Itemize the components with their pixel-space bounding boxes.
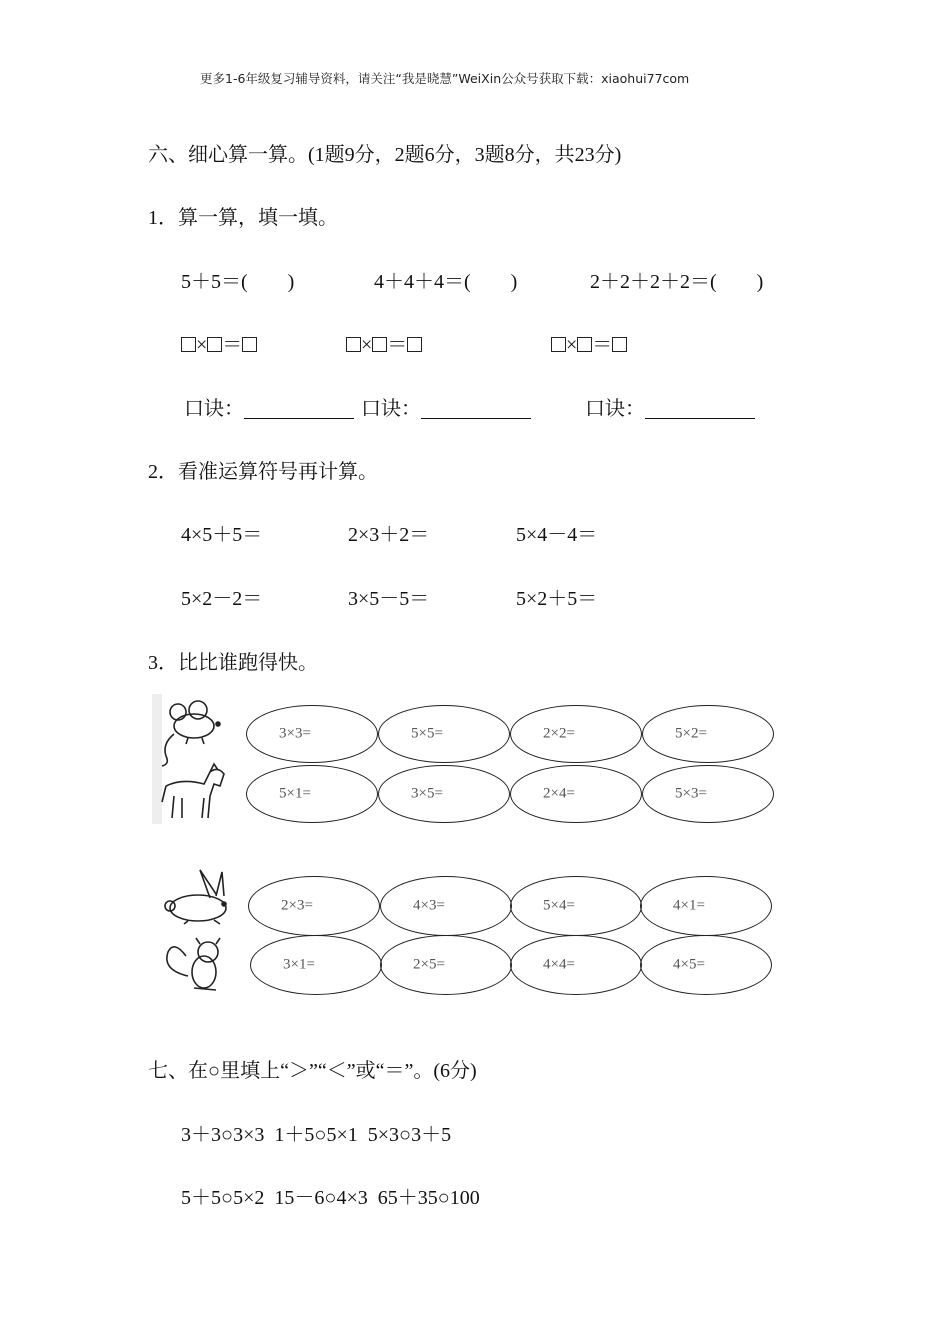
race-oval: [642, 705, 774, 763]
race-expr: 5×5=: [411, 725, 443, 742]
q1-box-equation-1: [181, 328, 257, 357]
eq-sign: ＝: [222, 334, 243, 356]
race-oval: [248, 876, 380, 936]
section7-row-1: 3＋3○3×3 1＋5○5×1 5×3○3＋5: [181, 1124, 452, 1146]
q1-box-equation-2: [346, 328, 422, 357]
answer-box[interactable]: [181, 337, 196, 352]
scan-edge: [152, 694, 162, 824]
q2-expr: 4×5＋5＝: [181, 524, 263, 546]
page-header: 更多1-6年级复习辅导资料，请关注“我是晓慧”WeiXin公众号获取下载：xiaohui77com: [200, 71, 690, 86]
answer-box[interactable]: [577, 337, 592, 352]
section7-row-2: 5＋5○5×2 15－6○4×3 65＋35○100: [181, 1187, 480, 1209]
race-oval: [380, 935, 512, 995]
koujue-label: 口诀：: [361, 398, 421, 420]
race-expr: 5×4=: [543, 897, 575, 914]
race-expr: 3×5=: [411, 785, 443, 802]
q2-expr: 5×4－4＝: [516, 524, 598, 546]
race-oval: [640, 876, 772, 936]
race-oval: [246, 705, 378, 763]
race-expr: 4×5=: [673, 956, 705, 973]
koujue-blank[interactable]: [421, 398, 531, 419]
q2-title: 2．看准运算符号再计算。: [148, 461, 378, 483]
race-expr: 2×2=: [543, 725, 575, 742]
q2-expr: 5×2－2＝: [181, 588, 263, 610]
koujue-2: [361, 392, 531, 421]
mult-sign: ×: [361, 334, 373, 356]
answer-box[interactable]: [242, 337, 257, 352]
answer-box[interactable]: [612, 337, 627, 352]
koujue-blank[interactable]: [244, 398, 354, 419]
mouse-horse-illustration: [152, 694, 232, 824]
q1-sum-2: 4＋4＋4＝( ): [374, 271, 518, 293]
squirrel-icon: [167, 938, 220, 990]
rabbit-icon: [165, 870, 226, 924]
race-expr: 2×5=: [413, 956, 445, 973]
race-oval: [378, 705, 510, 763]
q1-sum-1: 5＋5＝( ): [181, 271, 295, 293]
q2-expr: 2×3＋2＝: [348, 524, 430, 546]
race-expr: 4×1=: [673, 897, 705, 914]
mult-sign: ×: [196, 334, 208, 356]
q3-title: 3．比比谁跑得快。: [148, 652, 318, 674]
q2-expr: 3×5－5＝: [348, 588, 430, 610]
rabbit-squirrel-illustration: [158, 866, 238, 1001]
q1-title: 1．算一算，填一填。: [148, 207, 338, 229]
race-oval: [246, 765, 378, 823]
race-oval: [510, 876, 642, 936]
race-expr: 5×1=: [279, 785, 311, 802]
answer-box[interactable]: [551, 337, 566, 352]
section6-title: 六、细心算一算。(1题9分，2题6分，3题8分，共23分): [148, 144, 622, 166]
race-oval: [510, 935, 642, 995]
race-expr: 3×1=: [283, 956, 315, 973]
horse-icon: [162, 764, 224, 818]
race-expr: 3×3=: [279, 725, 311, 742]
race-expr: 2×4=: [543, 785, 575, 802]
race-expr: 5×2=: [675, 725, 707, 742]
race-oval: [250, 935, 382, 995]
koujue-3: [585, 392, 755, 421]
race-expr: 4×3=: [413, 897, 445, 914]
race-oval: [510, 765, 642, 823]
q1-sum-3: 2＋2＋2＋2＝( ): [590, 271, 764, 293]
race-oval: [380, 876, 512, 936]
race-oval: [642, 765, 774, 823]
race-oval: [510, 705, 642, 763]
koujue-blank[interactable]: [645, 398, 755, 419]
mouse-icon: [162, 701, 220, 766]
q2-expr: 5×2＋5＝: [516, 588, 598, 610]
answer-box[interactable]: [346, 337, 361, 352]
koujue-label: 口诀：: [184, 398, 244, 420]
race-oval: [378, 765, 510, 823]
race-expr: 2×3=: [281, 897, 313, 914]
q1-box-equation-3: [551, 328, 627, 357]
koujue-1: [184, 392, 354, 421]
eq-sign: ＝: [592, 334, 613, 356]
answer-box[interactable]: [372, 337, 387, 352]
answer-box[interactable]: [407, 337, 422, 352]
race-expr: 4×4=: [543, 956, 575, 973]
koujue-label: 口诀：: [585, 398, 645, 420]
eq-sign: ＝: [387, 334, 408, 356]
mult-sign: ×: [566, 334, 578, 356]
race-oval: [640, 935, 772, 995]
answer-box[interactable]: [207, 337, 222, 352]
section7-title: 七、在○里填上“＞”“＜”或“＝”。(6分): [148, 1060, 477, 1082]
race-expr: 5×3=: [675, 785, 707, 802]
